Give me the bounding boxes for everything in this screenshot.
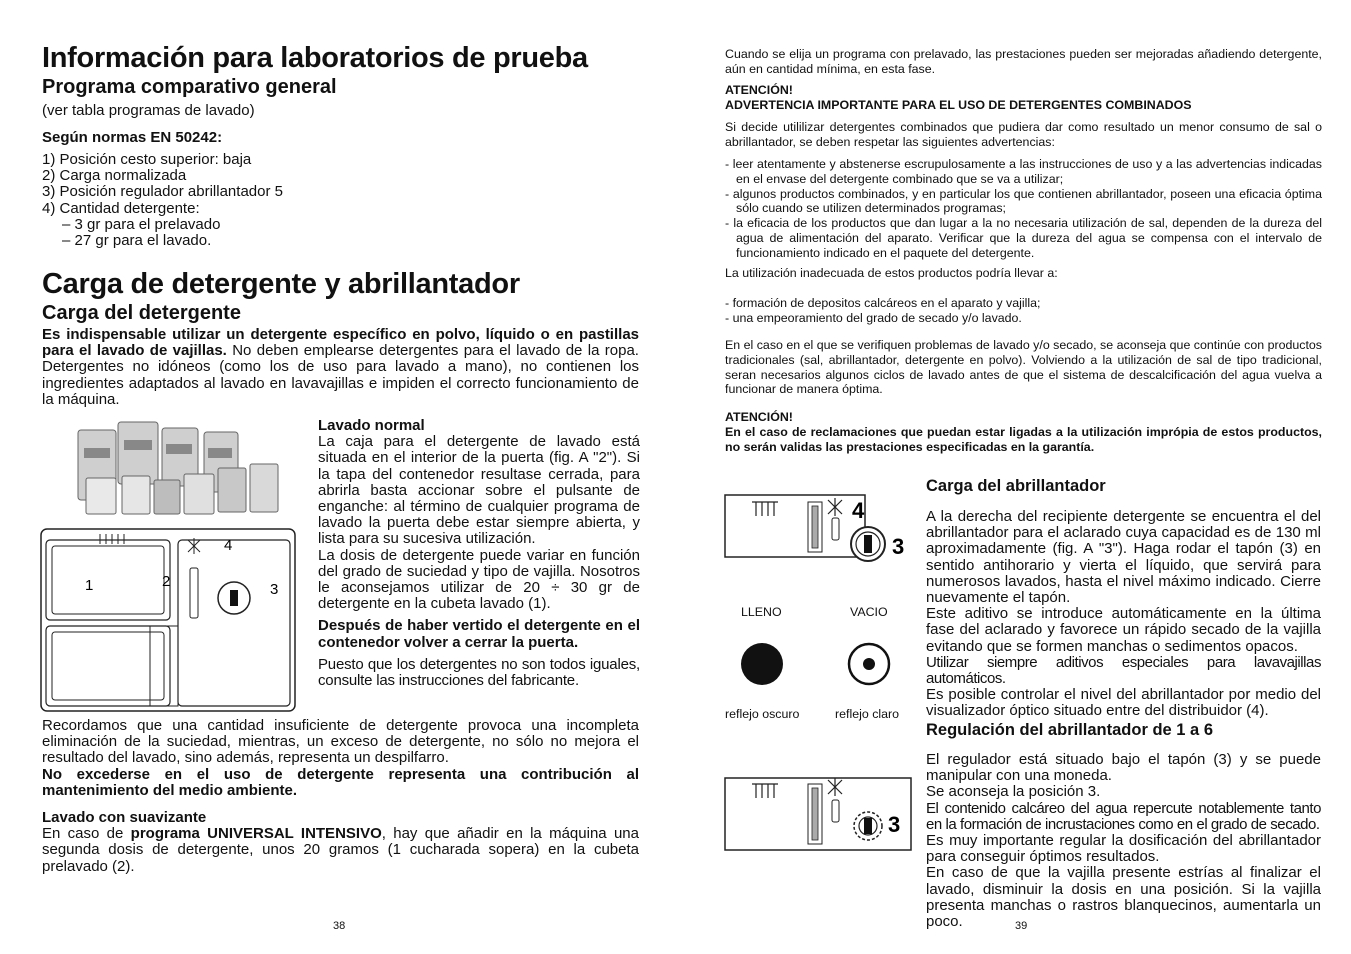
fig-label-3: 3 [892,534,905,559]
norms-list [42,152,642,249]
normal-wash-heading: Lavado normal [318,417,425,434]
warranty-warning: En el caso de reclamaciones que puedan estar ligadas a la utilización imprópia de estos productos, no serán validas las prestaciones especificadas en la garantía. [725,424,1322,454]
fig-label-1: 1 [85,577,94,594]
improper-use-paragraph: La utilización inadecuada de estos productos podría llevar a: [725,266,1058,280]
fig-label-3: 3 [270,581,279,598]
fig-label-2: 2 [162,573,171,590]
dispenser-figure [40,528,296,712]
regulation-p2: Se aconseja la posición 3. [926,783,1101,801]
problems-paragraph: En el caso en el que se verifiquen problemas de lavado y/o secado, se aconseja que continúe con productos tradicionales (sal, abrillantador, detergente en polvo). Volviendo a la utilización de sal de tipo tradicional, seran necesarios algunos ciclos de lavado antes de que el sistema de descalcificación del agua vuelva a funcionar de manera óptima. [725,338,1322,397]
normal-wash-p1: La caja para el detergente de lavado está situada en el interior de la puerta (fig. A "2"). Si la tapa del contenedor resultase cerrada, para abrirla basta accionar sobre el pulsante de enganche: al término de cualquier programa de lavado la puerta debe estar siempre abierta, y lista para su sucesiva utilización. [318,433,640,548]
regulation-p1: El regulador está situado bajo el tapón (3) y se puede manipular con una moneda. [926,751,1321,785]
rinse-aid-p1: A la derecha del recipiente detergente se encuentra el del abrillantador para el aclarado cuya capacidad es de 130 ml aproximadamente (fig. A "3"). Haga rodar el tapón (3) en sentido antihorario y vierta el líquido, que servirá para numerosos lavados, hasta el nivel máximo indicado. Cierre nuevamente el tapón. [926,508,1321,607]
regulation-heading: Regulación del abrillantador de 1 a 6 [926,721,1213,739]
section-title: Carga de detergente y abrillantador [42,268,520,300]
rinse-aid-p2: Este aditivo se introduce automáticamente en la última fase del aclarado y favorece un rápido secado de la vajilla evitando que se formen manchas o sedimentos opacos. [926,605,1321,655]
intro-paragraph: Es indispensable utilizar un detergente específico en polvo, líquido o en pastillas para el lavado de vajillas. No deben emplearse detergentes para el lavado de la ropa. Detergentes no idóneos (como los de uso para lavado a mano), no contienen los ingredientes adaptados al lavado en lavavajillas e impiden el correcto funcionamiento de la máquina. [42,326,639,408]
regulation-p4: Es muy importante regular la dosificación del abrillantador para conseguir óptimos resultados. [926,832,1321,866]
rinse-aid-heading: Carga del abrillantador [926,477,1106,495]
normal-wash-bold: Después de haber vertido el detergente en el contenedor volver a cerrar la puerta. [318,617,640,651]
indicator-full [741,643,783,685]
left-page [0,0,675,954]
fig-label-3: 3 [888,812,901,837]
combined-paragraph: Si decide utililizar detergentes combinados que pudiera dar como resultado un menor consumo de sal o abrillantador, se deben respetar las siguientes advertencias: [725,120,1322,149]
softener-text: En caso de programa UNIVERSAL INTENSIVO, hay que añadir en la máquina una segunda dosis de detergente, unos 20 gramos (1 cucharada sopera) en la cubeta prelavado (2). [42,825,639,875]
regulation-text [926,752,1321,930]
regulator-figure [724,774,914,854]
reminder-block [42,718,639,799]
bullet-item: - una empeoramiento del grado de secado y/o lavado. [725,310,1022,325]
fig-label-4: 4 [852,498,865,523]
bullet-item: - leer atentamente y abstenerse escrupulosamente a las instrucciones de uso y a las advertencias indicadas en el envase del detergente combinado que se va a utilizar; [725,157,1322,186]
norm-item: 1) Posición cesto superior: baja [42,151,252,168]
normal-wash-block [318,418,640,689]
norm-item: – 3 gr para el prelavado [62,215,221,233]
attention-block-2 [725,410,1322,454]
page-title: Información para laboratorios de prueba [42,42,588,74]
attention-label: ATENCIÓN! [725,83,793,97]
normal-wash-p2: La dosis de detergente puede variar en función del grado de suciedad y tipo de vajilla. Nosotros le aconsejamos utilizar de 20 ÷ 30 gr de detergente en la cubeta lavado (1). [318,546,640,613]
norm-item: 2) Carga normalizada [42,167,187,185]
dark-reflection-label: reflejo oscuro [725,707,800,721]
page-number: 39 [1015,920,1028,932]
level-indicators [740,642,900,688]
full-label: LLENO [741,605,782,619]
bullet-item: - formación de depositos calcáreos en el aparato y vajilla; [725,296,1041,310]
norm-item: 3) Posición regulador abrillantador 5 [42,183,283,201]
reminder-text: Recordamos que una cantidad insuficiente de detergente provoca una incompleta eliminación de la suciedad, mientras, un exceso de detergente, no sólo no mejora el resultado del lavado, sino además, representa un despilfarro. [42,717,639,767]
detergent-products-image [66,418,284,518]
improper-use-bullets [725,296,1322,326]
norm-item: – 27 gr para el lavado. [62,232,212,250]
warning-heading: ADVERTENCIA IMPORTANTE PARA EL USO DE DETERGENTES COMBINADOS [725,97,1192,112]
regulation-p3: El contenido calcáreo del agua repercute notablemente tanto en la formación de incrustaciones como en el grado de secado. [926,799,1321,833]
rinse-aid-text [926,509,1321,720]
note: (ver tabla programas de lavado) [42,102,255,119]
attention-block-1 [725,83,1322,113]
softener-block [42,810,639,875]
regulation-p5: En caso de que la vajilla presente estrías al finalizar el lavado, disminuir la dosis en una posición. Si la vajilla presenta manchas o rastros blanquecinos, aumentarla un poco. [926,864,1321,931]
light-reflection-label: reflejo claro [835,707,900,721]
combined-bullets [725,157,1322,261]
attention-label: ATENCIÓN! [725,410,793,424]
norms-heading: Según normas EN 50242: [42,129,223,146]
prewash-paragraph: Cuando se elija un programa con prelavado, las prestaciones pueden ser mejoradas añadiendo detergente, aún en cantidad mínima, en esta fase. [725,47,1322,76]
subtitle: Programa comparativo general [42,76,337,98]
reminder-bold: No excederse en el uso de detergente representa una contribución al mantenimiento del medio ambiente. [42,765,639,799]
bullet-item: - la eficacia de los productos que dan lugar a la no necesaria utilización de sal, dependen de la dureza del agua de alimentación del aparato. Verificar que la dureza del agua se compensa con el intervalo de funcionamiento indicado en el paquete del detergente. [725,216,1322,260]
empty-label: VACIO [850,605,888,619]
rinse-aid-figure [724,494,914,562]
softener-heading: Lavado con suavizante [42,809,207,826]
norm-item: 4) Cantidad detergente: [42,199,200,217]
page-number: 38 [333,920,346,932]
normal-wash-p3: Puesto que los detergentes no son todos iguales, consulte las instrucciones del fabricante. [318,655,640,690]
bullet-item: - algunos productos combinados, y en particular los que contienen abrillantador, poseen una eficacia óptima sólo cuando se utilizen determinados programas; [725,186,1322,216]
rinse-aid-p4: Es posible controlar el nivel del abrillantador por medio del visualizador óptico situado entre del distribuidor (4). [926,686,1321,720]
fig-label-4: 4 [224,537,233,554]
right-page [676,0,1351,954]
detergent-heading: Carga del detergente [42,302,241,324]
rinse-aid-p3: Utilizar siempre aditivos especiales para lavavajillas automáticos. [926,653,1321,688]
